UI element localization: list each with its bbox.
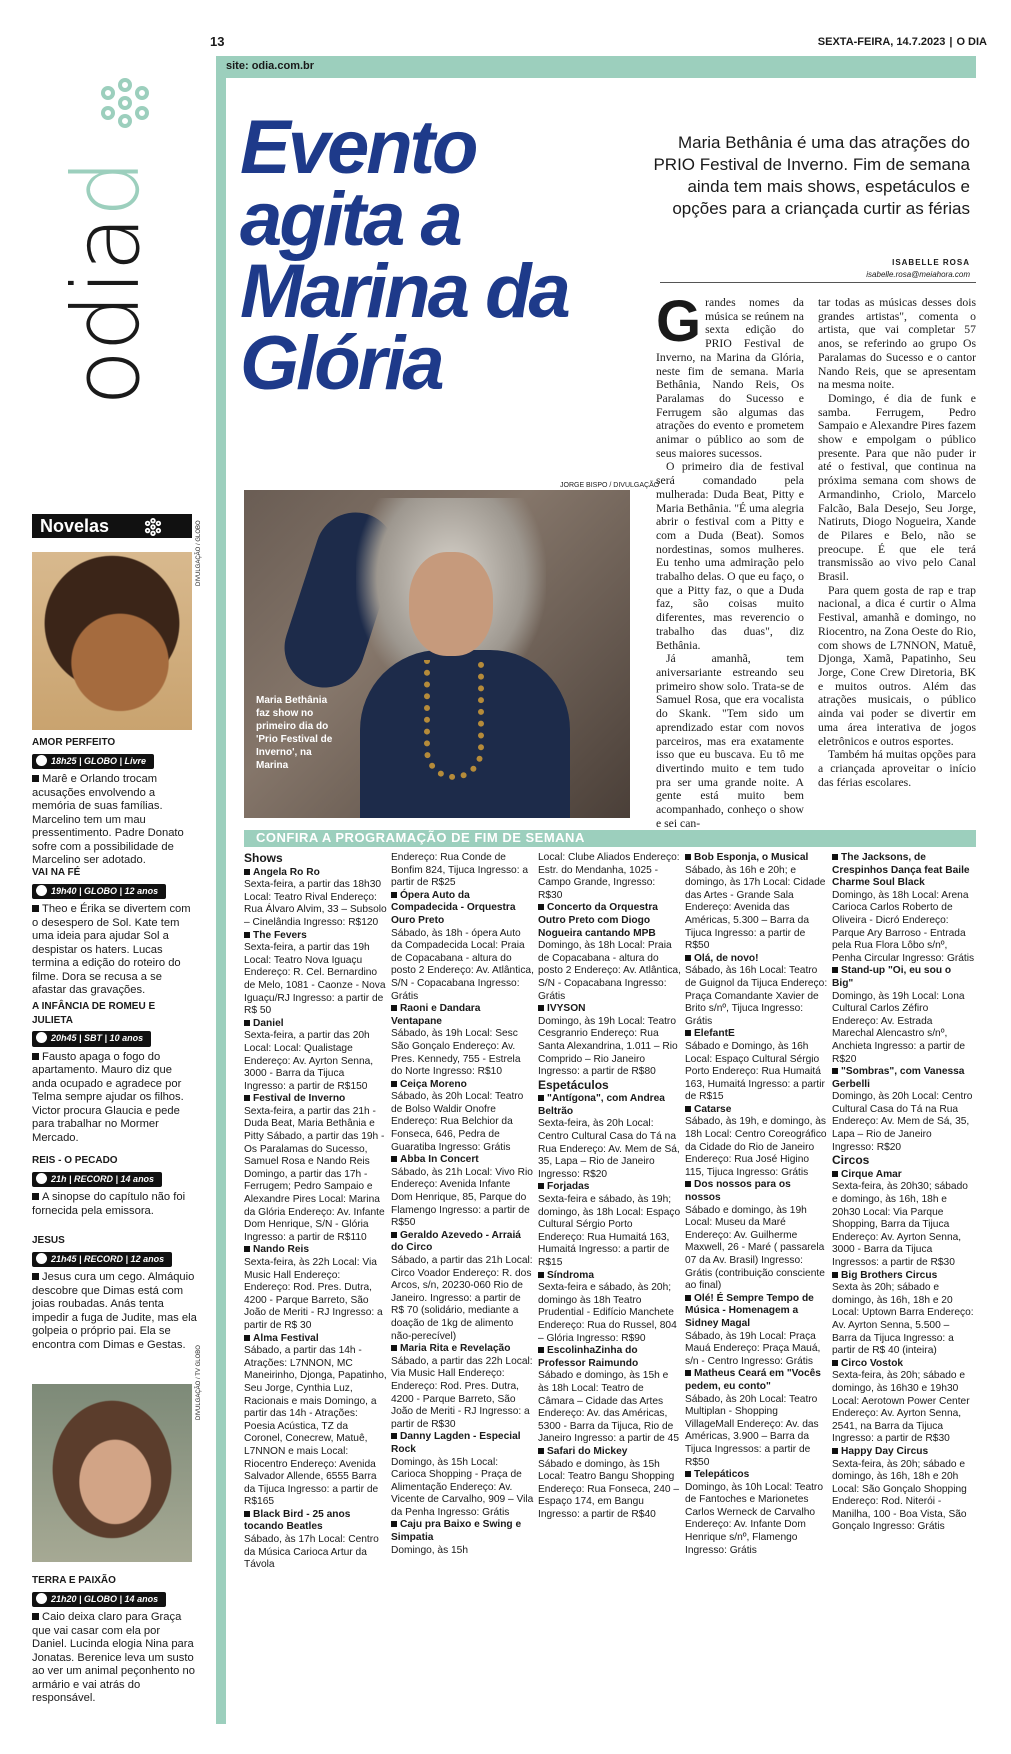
event-details: Sexta-feira, às 20h30; sábado e domingo, às 16h, 18h e 20h30 Local: Via Parque Shopping, Barra da Tijuca Endereço: Av. Ayrton Senna, 3000 - Barra da Tijuca Ingressos: a partir de R$30 <box>832 1181 968 1268</box>
event-name: Danny Lagden - Especial Rock <box>391 1431 534 1456</box>
photo-face <box>409 552 493 656</box>
event-name: Ópera Auto da Compadecida - Orquestra Ouro Preto <box>391 890 534 928</box>
play-icon <box>36 1253 47 1264</box>
event-details: Sábado, às 17h Local: Centro da Música Carioca Artur da Távola <box>244 1534 379 1571</box>
asterisk-icon <box>144 518 162 536</box>
event-name: The Fevers <box>244 930 387 943</box>
event-details: Sábado e Domingo, às 16h Local: Espaço Cultural Sérgio Porto Endereço: Rua Humaitá 163, Humaitá Ingresso: a partir de R$15 <box>685 1040 825 1103</box>
event-name: EscolinhaZinha do Professor Raimundo <box>538 1345 681 1370</box>
event-details: Sábado e domingo, às 19h Local: Museu da Maré Endereço: Av. Guilherme Maxwell, 26 - Maré ( passarela 07 da Av. Brasil) Ingresso: Grátis (contribuição consciente ao final) <box>685 1204 825 1292</box>
event-name: ElefantE <box>685 1028 828 1041</box>
event-name: Angela Ro Ro <box>244 867 387 880</box>
programacao-column <box>244 852 387 1572</box>
novelas-header: Novelas <box>32 514 192 538</box>
novela-synopsis: Marê e Orlando trocam acusações envolvendo a memória de suas famílias. Marcelino tem um mau pressentimento. Padre Donato sofre com a possibilidade de Marcelino ser adotado. <box>32 773 198 868</box>
page-number: 13 <box>210 34 225 49</box>
article-column-2 <box>818 296 976 789</box>
event-listing <box>685 1104 828 1180</box>
event-name: Matheus Ceará em "Vocês pedem, eu conto" <box>685 1368 828 1393</box>
event-details: Sábado, às 16h Local: Teatro de Guignol da Tijuca Endereço: Praça Comandante Xavier de Brito s/nº, Tijuca Ingresso: Grátis <box>685 965 828 1027</box>
novela-synopsis: Theo e Érika se divertem com o desespero de Sol. Kate tem uma ideia para ajudar Sol a despistar os haters. Lucas termina a edição do roteiro do filme. Dora se recusa a se afastar das gravações. <box>32 903 198 998</box>
event-listing <box>391 1079 534 1155</box>
play-icon <box>36 755 47 766</box>
event-listing <box>832 965 975 1066</box>
novela-title: REIS - O PECADO <box>32 1155 118 1166</box>
programacao-column <box>538 852 681 1521</box>
event-name: Happy Day Circus <box>832 1446 975 1459</box>
event-details: Domingo, às 15h <box>391 1544 469 1556</box>
event-details: Sexta-feira, a partir das 20h Local: Local: Qualistage Endereço: Av. Ayrton Senna, 3000 - Barra da Tijuca Ingresso: a partir de R$150 <box>244 1030 374 1092</box>
event-name: Big Brothers Circus <box>832 1270 975 1283</box>
event-listing <box>244 1244 387 1332</box>
event-name: Geraldo Azevedo - Arraiá do Circo <box>391 1230 534 1255</box>
event-name: Safari do Mickey <box>538 1446 681 1459</box>
event-details: Sábado e domingo, às 15h Local: Teatro Bangu Shopping Endereço: Rua Fonseca, 240 – Espaço 174, em Bangu Ingresso: a partir de R$40 <box>538 1458 680 1520</box>
novela-schedule-badge: 21h45 | RECORD | 12 anos <box>32 1252 172 1268</box>
novela-photo-woman <box>32 1384 192 1562</box>
photo-credit: DIVULGAÇÃO / TV GLOBO <box>196 1345 202 1420</box>
event-listing <box>538 1446 681 1522</box>
event-details: Sexta-feira, às 20h; sábado e domingo, às 16h30 e 19h30 Local: Aerotown Power Center Endereço: Av. Ayrton Senna, 2541, na Barra da Tijuca Ingresso: a partir de R$30 <box>832 1370 970 1445</box>
programacao-column <box>391 852 534 1557</box>
drop-cap: G <box>656 289 702 354</box>
event-name: Maria Rita e Revelação <box>391 1343 534 1356</box>
event-listing <box>538 852 681 902</box>
event-listing <box>832 852 975 965</box>
event-name: Nando Reis <box>244 1244 387 1257</box>
event-name: Black Bird - 25 anos tocando Beatles <box>244 1509 387 1534</box>
novela-schedule-badge: 20h45 | SBT | 10 anos <box>32 1031 151 1047</box>
photo-credit: DIVULGAÇÃO / GLOBO <box>196 520 202 586</box>
event-listing <box>244 930 387 1018</box>
novela-photo-child <box>32 552 192 730</box>
paragraph: randes nomes da música se reúnem na sexta edição do PRIO Festival de Inverno, na Marina da Glória, neste fim de semana. Maria Bethânia, Nando Reis, Os Paralamas do Sucesso e Ferrugem são algumas das atrações do evento e prometem animar o público ao som de seus maiores sucessos. <box>656 296 804 460</box>
programacao-column <box>832 852 975 1534</box>
event-name: Ceiça Moreno <box>391 1079 534 1092</box>
event-listing <box>832 1358 975 1446</box>
event-name: Alma Festival <box>244 1333 387 1346</box>
novela-synopsis: Caio deixa claro para Graça que vai casar com ela por Daniel. Lucinda elogia Nina para Jonatas. Berenice leva um susto ao ver um animal peçonhento no armário e vai atrás do responsável. <box>32 1611 198 1706</box>
novela-title: A INFÂNCIA DE ROMEU E JULIETA <box>32 1001 156 1026</box>
play-icon <box>36 885 47 896</box>
programacao-section-title: Espetáculos <box>538 1077 609 1092</box>
novela-title: JESUS <box>32 1235 65 1246</box>
event-listing <box>685 1179 828 1292</box>
event-details: Sexta-feira, a partir das 19h Local: Teatro Nova Iguaçu Endereço: R. Cel. Bernardino de Melo, 1081 - Caonze - Nova Iguaçu/RJ Ingresso: a partir de R$ 50 <box>244 942 386 1017</box>
deck: Maria Bethânia é uma das atrações do PRIO Festival de Inverno. Fim de semana ainda tem mais shows, espetáculos e opções para a criançada curtir as férias <box>653 133 970 218</box>
event-details: Sexta-feira e sábado, às 20h; domingo às 18h Teatro Prudential - Edifício Manchete Endereço: Rua do Russel, 804 – Glória Ingresso: R$90 <box>538 1282 677 1344</box>
headline: Evento agita a Marina da Glória <box>240 105 568 406</box>
event-details: Sexta-feira, a partir das 21h - Duda Beat, Maria Bethânia e Pitty Sábado, a partir das 19h - Os Paralamas do Sucesso, Samuel Rosa e Nando Reis Domingo, a partir das 17h - Ferrugem; Pedro Sampaio e Alexandre Pires Local: Marina da Glória Endereço: Av. Infante Dom Henrique, S/N - Glória Ingresso: a partir de R$110 <box>244 1105 385 1243</box>
event-name: Stand-up "Oi, eu sou o Big" <box>832 965 975 990</box>
event-details: Sábado, às 18h - ópera Auto da Compadecida Local: Praia de Copacabana - altura do posto 2 Endereço: Av. Atlântica, S/N - Copacabana Ingresso: Grátis <box>391 927 534 1002</box>
event-listing <box>391 890 534 1003</box>
event-name: Síndroma <box>538 1270 681 1283</box>
novela-item <box>32 866 198 998</box>
event-listing <box>391 1230 534 1343</box>
programacao-column <box>685 852 828 1557</box>
event-details: Sábado, às 16h e 20h; e domingo, às 17h Local: Cidade das Artes - Grande Sala Endereço: Avenida das Américas, 5.300 – Barra da Tijuca Ingresso: a partir de R$50 <box>685 864 826 952</box>
event-listing <box>685 1293 828 1369</box>
event-name: "Sombras", com Vanessa Gerbelli <box>832 1066 975 1091</box>
event-name: Abba In Concert <box>391 1154 534 1167</box>
event-listing <box>685 1469 828 1557</box>
left-rule <box>216 56 226 1724</box>
site-link[interactable]: odia.com.br <box>251 60 315 72</box>
author-email: isabelle.rosa@meiahora.com <box>866 270 970 279</box>
event-name: Circo Vostok <box>832 1358 975 1371</box>
event-details: Endereço: Rua Conde de Bonfim 824, Tijuca Ingresso: a partir de R$25 <box>391 852 529 889</box>
novela-synopsis: Jesus cura um cego. Almáquio descobre que Dimas está com joias roubadas. Anás tenta impedir a fuga de Judite, mas ela golpeia o próprio pai. Ela se encontra com Dimas e Gestas. <box>32 1271 197 1351</box>
section-logo-text: odiad <box>53 160 161 407</box>
event-listing <box>685 1028 828 1104</box>
event-details: Sábado, a partir das 22h Local: Via Music Hall Endereço: Endereço: Rod. Pres. Dutra, 4200 - Parque Barreto, São João de Meriti - RJ Ingresso: a partir de R$30 <box>391 1355 533 1430</box>
event-name: The Jacksons, de Crespinhos Dança feat Baile Charme Soul Black <box>832 852 975 890</box>
event-listing <box>832 1270 975 1358</box>
event-listing <box>685 953 828 1029</box>
event-name: Catarse <box>685 1104 828 1117</box>
event-details: Sexta-feira, a partir das 18h30 Local: Teatro Rival Endereço: Rua Álvaro Alvim, 33 – Subsolo – Cinelândia Ingresso: R$120 <box>244 879 387 928</box>
event-details: Sexta-feira, às 20h Local: Centro Cultural Casa do Tá na Rua Endereço: Av. Mem de Sá, 35, Lapa – Rio de Janeiro Ingresso: R$20 <box>538 1118 680 1180</box>
photo-necklace <box>424 660 484 780</box>
novela-schedule-badge: 21h20 | GLOBO | 14 anos <box>32 1592 166 1608</box>
event-listing <box>538 902 681 1003</box>
event-details: Local: Clube Aliados Endereço: Estr. do Mendanha, 1025 - Campo Grande, Ingresso: R$30 <box>538 852 680 901</box>
event-details: Sábado, a partir das 14h - Atrações: L7NNON, MC Maneirinho, Djonga, Papatinho, Seu Jorge, Cynthia Luz, Racionais e mais Domingo, a partir das 14h - Atrações: Poesia Acústica, TZ da Coronel, Conecrew, Matuê, L7NNON e mais Local: Riocentro Endereço: Avenida Salvador Allende, 6555 Barra da Tijuca Ingresso: a partir de R$165 <box>244 1345 387 1508</box>
section-logo <box>53 70 212 420</box>
event-listing <box>391 1343 534 1431</box>
event-details: Domingo, às 10h Local: Teatro de Fantoches e Marionetes Carlos Werneck de Carvalho Endereço: Av. Infante Dom Henrique s/nº, Flamengo Ingresso: Grátis <box>685 1481 823 1556</box>
brand-name: O DIA <box>956 36 987 48</box>
photo-caption: Maria Bethânia faz show no primeiro dia do 'Prio Festival de Inverno', na Marina <box>256 695 333 771</box>
event-details: Sábado, às 20h Local: Teatro Multiplan - Shopping VillageMall Endereço: Av. das Américas, 3.900 – Barra da Tijuca Ingressos: a partir de R$50 <box>685 1393 819 1468</box>
programacao-header: CONFIRA A PROGRAMAÇÃO DE FIM DE SEMANA <box>244 830 976 847</box>
event-listing <box>391 1154 534 1230</box>
event-details: Domingo, às 19h Local: Teatro Cesgranrio Endereço: Rua Santa Alexandrina, 1.011 – Rio Comprido – Rio Janeiro Ingresso: a partir de R$80 <box>538 1015 678 1078</box>
event-name: Cirque Amar <box>832 1169 975 1182</box>
event-listing <box>391 1431 534 1519</box>
event-listing <box>391 852 534 890</box>
paragraph: O primeiro dia de festival será comandado pela mulherada: Duda Beat, Pitty e Maria Bethânia. "É uma alegria abrir o festival com a Pitty e com a Duda (Beat). Somos nordestinas, somos mulheres. Eu tenho uma admiração pelo trabalho delas. O que eu faço, o que a Pitty faz, o que a Duda faz, são coisas muito diferentes, mas reverencio o trabalho das duas", diz Bethânia. <box>656 460 804 652</box>
event-listing <box>538 1270 681 1346</box>
asterisk-icon <box>100 78 150 128</box>
paragraph: Já amanhã, tem aniversariante estreando seu primeiro show solo. Trata-se de Samuel Rosa, que era vocalista do Skank. "Tem sido um aprendizado estar com novos parceiros, mas era exatamente isso que eu buscava. Eu tô me divertindo muito e tem tudo pra ser uma grande noite. A gente está muito bem acompanhado, conheço o show e sei can- <box>656 652 804 830</box>
event-details: Domingo, às 19h Local: Lona Cultural Carlos Zéfiro Endereço: Av. Estrada Marechal Alencastro s/nº, Anchieta Ingresso: a partir de R$20 <box>832 990 966 1065</box>
novela-schedule-badge: 19h40 | GLOBO | 12 anos <box>32 884 166 900</box>
event-details: Sábado e domingo, às 15h e às 18h Local: Teatro de Câmara – Cidade das Artes Endereço: Av. das Américas, 5300 - Barra da Tijuca, Rio de Janeiro Ingresso: a partir de 45 <box>538 1370 680 1445</box>
event-details: Sexta-feira, às 22h Local: Via Music Hall Endereço: Endereço: Rod. Pres. Dutra, 4200 - Parque Barreto, São João de Meriti - RJ Ingresso: a partir de R$ 30 <box>244 1257 383 1331</box>
event-details: Domingo, às 20h Local: Centro Cultural Casa do Tá na Rua Endereço: Av. Mem de Sá, 35, Lapa – Rio de Janeiro Ingresso: R$20 <box>832 1091 973 1153</box>
novela-item <box>32 1000 198 1145</box>
event-listing <box>538 1345 681 1446</box>
event-listing <box>244 1093 387 1244</box>
novela-title: TERRA E PAIXÃO <box>32 1575 116 1586</box>
play-icon <box>36 1173 47 1184</box>
event-name: Olá, de novo! <box>685 953 828 966</box>
event-details: Domingo, às 15h Local: Carioca Shopping - Praça de Alimentação Endereço: Av. Vicente de Carvalho, 909 – Vila da Penha Ingresso: Grátis <box>391 1456 534 1518</box>
event-listing <box>244 867 387 930</box>
event-name: Concerto da Orquestra Outro Preto com Diogo Nogueira cantando MPB <box>538 902 681 940</box>
event-details: Sábado, às 21h Local: Vivo Rio Endereço: Avenida Infante Dom Henrique, 85, Parque do Flamengo Ingresso: a partir de R$50 <box>391 1166 533 1229</box>
event-listing <box>538 1003 681 1079</box>
event-listing <box>244 1333 387 1509</box>
byline: ISABELLE ROSA <box>892 258 970 267</box>
paragraph: tar todas as músicas desses dois grandes artistas", comenta o artista, que vai completar 57 anos, se referindo ao grupo Os Paralamas do Sucesso e o cantor Nando Reis, que se apresentam na mesma noite. <box>818 296 976 392</box>
event-listing <box>832 1446 975 1534</box>
event-listing <box>244 1509 387 1572</box>
event-details: Sexta-feira e sábado, às 19h; domingo, às 18h Local: Espaço Cultural Sérgio Porto Endereço: Rua Humaitá 163, Humaitá Ingresso: a partir de R$15 <box>538 1194 681 1268</box>
event-listing <box>685 852 828 953</box>
dateline: SEXTA-FEIRA, 14.7.2023 | O DIA <box>817 36 987 48</box>
novela-title: VAI NA FÉ <box>32 867 81 878</box>
novela-schedule-badge: 18h25 | GLOBO | Livre <box>32 754 154 770</box>
event-name: IVYSON <box>538 1003 681 1016</box>
event-details: Sábado, às 20h Local: Teatro de Bolso Waldir Onofre Endereço: Rua Belchior da Fonseca, 646, Pedra de Guaratiba Ingresso: Grátis <box>391 1091 524 1153</box>
novela-item <box>32 1154 198 1218</box>
play-icon <box>36 1032 47 1043</box>
novela-schedule-badge: 21h | RECORD | 14 anos <box>32 1172 162 1188</box>
event-details: Sábado, a partir das 21h Local: Circo Voador Endereço: R. dos Arcos, s/n, 20230-060 Rio de Janeiro. Ingresso: a partir de R$ 70 (solidário, mediante a doação de 1kg de alimento não-perecível) <box>391 1255 533 1342</box>
article-column-1 <box>656 289 804 830</box>
programacao-section-title: Shows <box>244 851 283 865</box>
event-name: Forjadas <box>538 1181 681 1194</box>
event-listing <box>538 1181 681 1269</box>
event-listing <box>244 1018 387 1094</box>
event-listing <box>832 1169 975 1270</box>
event-details: Sábado, às 19h Local: Praça Mauá Endereço: Praça Mauá, s/n - Centro Ingresso: Grátis <box>685 1330 821 1367</box>
novela-item <box>32 1234 198 1352</box>
event-name: Bob Esponja, o Musical <box>685 852 828 865</box>
event-listing <box>391 1519 534 1557</box>
byline-rule <box>660 282 976 283</box>
paragraph: Para quem gosta de rap e trap nacional, a dica é curtir o Alma Festival, amanhã e domingo, no Riocentro, na Zona Oeste do Rio, com shows de L7NNON, Matuê, Djonga, Xamã, Papatinho, Seu Jorge, Cone Crew Diretoria, BK e muitos outros. Além das atrações musicais, o público ainda vai poder se divertir em uma área interativa de jogos eletrônicos e outros esportes. <box>818 583 976 748</box>
event-listing <box>391 1003 534 1079</box>
event-details: Domingo, às 18h Local: Arena Carioca Carlos Roberto de Oliveira - Dicró Endereço: Parque Ary Barroso - Entrada pela Rua Flora Lôbo s/nº, Penha Circular Ingresso: Grátis <box>832 889 975 964</box>
play-icon <box>36 1593 47 1604</box>
event-name: Festival de Inverno <box>244 1093 387 1106</box>
event-listing <box>538 1093 681 1181</box>
novela-synopsis: Fausto apaga o fogo do apartamento. Mauro diz que anda ocupado e agradece por Telma sempre ajudar os filhos. Victor procura Glaucia e pede para trabalhar no Mormer Mercado. <box>32 1051 198 1146</box>
photo-credit: JORGE BISPO / DIVULGAÇÃO <box>560 482 660 489</box>
novela-synopsis: A sinopse do capítulo não foi fornecida pela emissora. <box>32 1191 198 1218</box>
novela-item <box>32 736 198 868</box>
event-name: Olé! É Sempre Tempo de Música - Homenagem a Sidney Magal <box>685 1293 828 1331</box>
event-listing <box>685 1368 828 1469</box>
event-details: Sexta-feira, às 20h; sábado e domingo, às 16h, 18h e 20h Local: São Gonçalo Shopping Endereço: Rod. Niterói - Manilha, 100 - Boa Vista, São Gonçalo Ingresso: Grátis <box>832 1458 967 1533</box>
event-name: "Antígona", com Andrea Beltrão <box>538 1093 681 1118</box>
site-bar: site: odia.com.br <box>216 56 976 78</box>
event-name: Daniel <box>244 1018 387 1031</box>
novela-title: AMOR PERFEITO <box>32 737 116 748</box>
event-name: Telepáticos <box>685 1469 828 1482</box>
event-details: Sexta às 20h; sábado e domingo, às 16h, 18h e 20 Local: Uptown Barra Endereço: Av. Ayrton Senna, 5.500 – Barra da Tijuca Ingresso: a partir de R$ 40 (inteira) <box>832 1282 974 1357</box>
event-listing <box>832 1066 975 1154</box>
novela-item <box>32 1574 198 1706</box>
programacao-section-title: Circos <box>832 1153 870 1168</box>
event-details: Sábado, às 19h, e domingo, às 18h Local: Centro Coreográfico da Cidade do Rio de Janeiro Endereço: Rua José Higino 115, Tijuca Ingresso: Grátis <box>685 1116 827 1178</box>
event-details: Domingo, às 18h Local: Praia de Copacabana - altura do posto 2 Endereço: Av. Atlântica, S/N - Copacabana Ingresso: Grátis <box>538 940 681 1002</box>
event-details: Sábado, às 19h Local: Sesc São Gonçalo Endereço: Av. Pres. Kennedy, 755 - Estrela do Norte Ingresso: R$10 <box>391 1028 521 1078</box>
event-name: Caju pra Baixo e Swing e Simpatia <box>391 1519 534 1544</box>
event-name: Dos nossos para os nossos <box>685 1179 828 1204</box>
event-name: Raoni e Dandara Ventapane <box>391 1003 534 1028</box>
paragraph: Também há muitas opções para a criançada aproveitar o início das férias escolares. <box>818 748 976 789</box>
paragraph: Domingo, é dia de funk e samba. Ferrugem, Pedro Sampaio e Alexandre Pires fazem show e empolgam o público presente. Para que não puder ir até o festival, que continua na próxima semana com shows de Armandinho, Criolo, Marcelo Falcão, Bala Desejo, Seu Jorge, Natiruts, Diogo Nogueira, Xande de Pilares e Belo, não se preocupe. É que ele terá transmissão ao vivo pelo Canal Brasil. <box>818 391 976 584</box>
